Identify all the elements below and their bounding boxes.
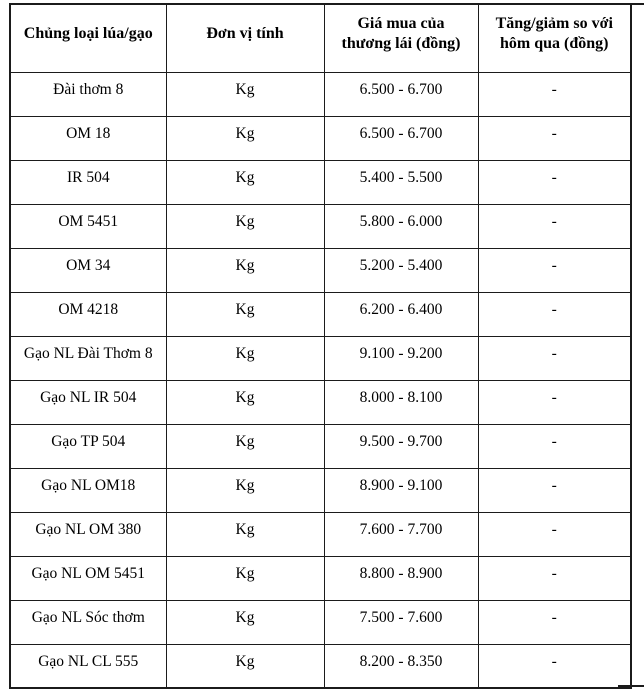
table-row	[10, 512, 631, 556]
cell-price: 8.200 - 8.350	[324, 644, 478, 688]
column-header-unit: Đơn vị tính	[166, 4, 324, 72]
cell-type: OM 5451	[10, 204, 166, 248]
cell-unit: Kg	[166, 72, 324, 116]
table-row	[10, 204, 631, 248]
table-row	[10, 336, 631, 380]
cell-type: Gạo NL Sóc thơm	[10, 600, 166, 644]
cell-change: -	[478, 600, 631, 644]
cell-price: 7.600 - 7.700	[324, 512, 478, 556]
cell-change: -	[478, 72, 631, 116]
cell-unit: Kg	[166, 204, 324, 248]
cell-change: -	[478, 248, 631, 292]
cell-change: -	[478, 424, 631, 468]
cell-change: -	[478, 644, 631, 688]
cell-price: 5.200 - 5.400	[324, 248, 478, 292]
table-row	[10, 468, 631, 512]
table-row	[10, 160, 631, 204]
cell-change: -	[478, 116, 631, 160]
table-header	[10, 4, 631, 72]
cell-change: -	[478, 512, 631, 556]
cell-price: 9.100 - 9.200	[324, 336, 478, 380]
cell-type: Gạo NL OM 380	[10, 512, 166, 556]
cell-change: -	[478, 160, 631, 204]
cell-type: Gạo NL OM18	[10, 468, 166, 512]
cell-type: Gạo NL IR 504	[10, 380, 166, 424]
cell-unit: Kg	[166, 644, 324, 688]
table-row	[10, 644, 631, 688]
cell-price: 6.500 - 6.700	[324, 116, 478, 160]
cell-unit: Kg	[166, 512, 324, 556]
cell-type: OM 4218	[10, 292, 166, 336]
table-row	[10, 248, 631, 292]
bottom-rule-extension	[618, 685, 644, 687]
cell-price: 8.000 - 8.100	[324, 380, 478, 424]
table-row	[10, 116, 631, 160]
cell-type: Đài thơm 8	[10, 72, 166, 116]
header-row	[10, 4, 631, 72]
cell-unit: Kg	[166, 292, 324, 336]
table-row	[10, 292, 631, 336]
cell-unit: Kg	[166, 116, 324, 160]
cell-unit: Kg	[166, 160, 324, 204]
cell-unit: Kg	[166, 380, 324, 424]
cell-price: 6.500 - 6.700	[324, 72, 478, 116]
column-header-type: Chủng loại lúa/gạo	[10, 4, 166, 72]
cell-type: Gạo NL OM 5451	[10, 556, 166, 600]
cell-type: IR 504	[10, 160, 166, 204]
cell-price: 5.400 - 5.500	[324, 160, 478, 204]
table-row	[10, 600, 631, 644]
cell-change: -	[478, 468, 631, 512]
cell-type: OM 34	[10, 248, 166, 292]
cell-type: Gạo NL CL 555	[10, 644, 166, 688]
cell-price: 5.800 - 6.000	[324, 204, 478, 248]
cell-unit: Kg	[166, 248, 324, 292]
cell-type: Gạo NL Đài Thơm 8	[10, 336, 166, 380]
cell-unit: Kg	[166, 336, 324, 380]
cell-price: 7.500 - 7.600	[324, 600, 478, 644]
cell-price: 8.800 - 8.900	[324, 556, 478, 600]
cell-change: -	[478, 380, 631, 424]
column-header-change: Tăng/giảm so với hôm qua (đồng)	[478, 4, 631, 72]
cell-price: 9.500 - 9.700	[324, 424, 478, 468]
table-row	[10, 380, 631, 424]
cell-type: Gạo TP 504	[10, 424, 166, 468]
cell-change: -	[478, 556, 631, 600]
cell-type: OM 18	[10, 116, 166, 160]
top-rule-extension	[618, 3, 644, 5]
table-row	[10, 556, 631, 600]
cell-change: -	[478, 336, 631, 380]
cell-price: 6.200 - 6.400	[324, 292, 478, 336]
cell-unit: Kg	[166, 424, 324, 468]
column-header-price: Giá mua của thương lái (đồng)	[324, 4, 478, 72]
table-row	[10, 72, 631, 116]
rice-price-table	[9, 3, 632, 689]
table-row	[10, 424, 631, 468]
table-body	[10, 72, 631, 688]
cell-unit: Kg	[166, 556, 324, 600]
cell-price: 8.900 - 9.100	[324, 468, 478, 512]
cell-unit: Kg	[166, 600, 324, 644]
cell-change: -	[478, 292, 631, 336]
cell-change: -	[478, 204, 631, 248]
cell-unit: Kg	[166, 468, 324, 512]
